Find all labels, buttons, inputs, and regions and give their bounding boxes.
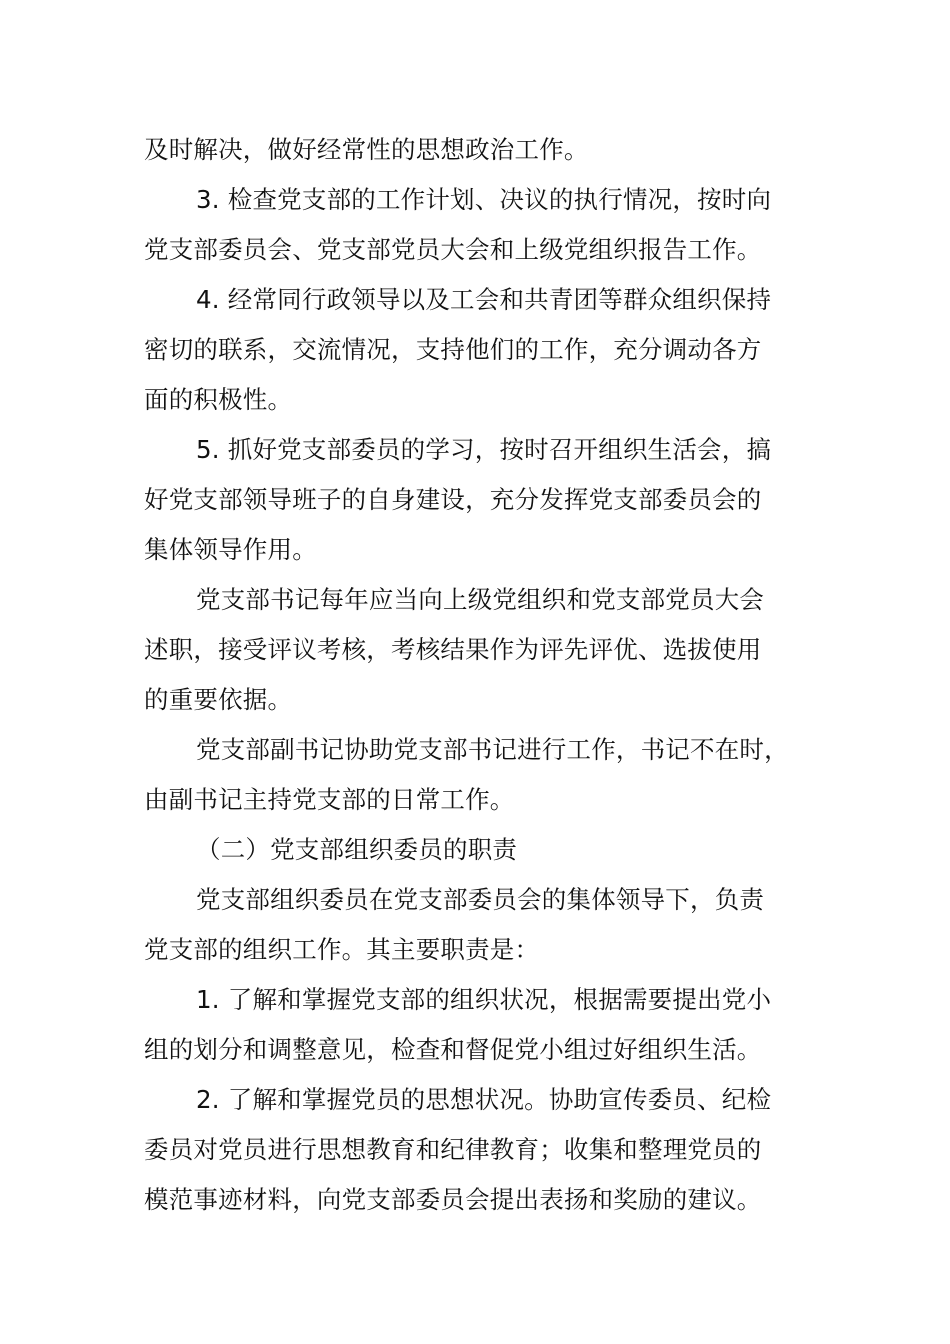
- text-line: 党支部组织委员在党支部委员会的集体领导下，负责: [196, 885, 765, 914]
- text-line: 组的划分和调整意见，检查和督促党小组过好组织生活。: [144, 1035, 762, 1064]
- text-line: 好党支部领导班子的自身建设，充分发挥党支部委员会的: [144, 485, 762, 514]
- text-line: 及时解决，做好经常性的思想政治工作。: [144, 135, 589, 164]
- text-line: 党支部的组织工作。其主要职责是：: [144, 935, 540, 964]
- section-heading: （二）党支部组织委员的职责: [196, 835, 518, 864]
- text-line: 党支部副书记协助党支部书记进行工作，书记不在时，: [196, 735, 789, 764]
- text-line: 3. 检查党支部的工作计划、决议的执行情况，按时向: [196, 185, 772, 214]
- text-line: 5. 抓好党支部委员的学习，按时召开组织生活会，搞: [196, 435, 772, 464]
- text-line: 2. 了解和掌握党员的思想状况。协助宣传委员、纪检: [196, 1085, 772, 1114]
- text-line: 委员对党员进行思想教育和纪律教育；收集和整理党员的: [144, 1135, 762, 1164]
- text-line: 党支部书记每年应当向上级党组织和党支部党员大会: [196, 585, 765, 614]
- text-line: 的重要依据。: [144, 685, 293, 714]
- text-line: 4. 经常同行政领导以及工会和共青团等群众组织保持: [196, 285, 772, 314]
- text-line: 党支部委员会、党支部党员大会和上级党组织报告工作。: [144, 235, 762, 264]
- text-line: 面的积极性。: [144, 385, 293, 414]
- text-line: 述职，接受评议考核，考核结果作为评先评优、选拔使用: [144, 635, 762, 664]
- text-line: 模范事迹材料，向党支部委员会提出表扬和奖励的建议。: [144, 1185, 762, 1214]
- text-line: 1. 了解和掌握党支部的组织状况，根据需要提出党小: [196, 985, 772, 1014]
- text-line: 由副书记主持党支部的日常工作。: [144, 785, 515, 814]
- text-line: 密切的联系，交流情况，支持他们的工作，充分调动各方: [144, 335, 762, 364]
- text-line: 集体领导作用。: [144, 535, 317, 564]
